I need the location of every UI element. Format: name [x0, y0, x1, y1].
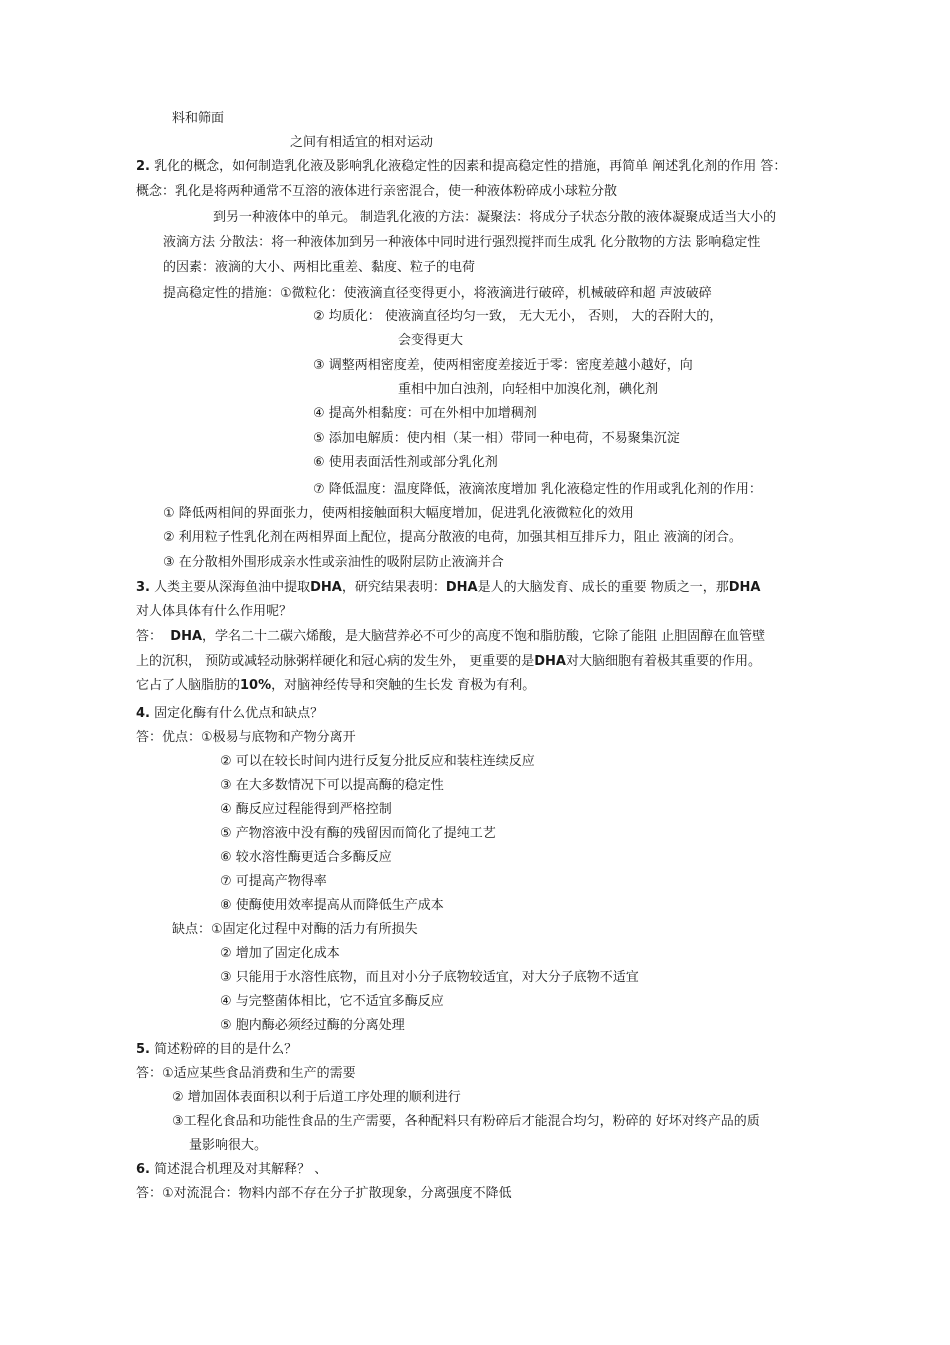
question-text: 人类主要从深海鱼油中提取	[154, 580, 311, 595]
text-line: ⑧ 使酶使用效率提高从而降低生产成本	[220, 898, 444, 913]
text-line: ③工程化食品和功能性食品的生产需要，各种配料只有粉碎后才能混合均匀，粉碎的 好坏对终产品的质	[172, 1114, 760, 1129]
text-line: ② 利用粒子性乳化剂在两相界面上配位，提高分散液的电荷，加强其相互排斥力，阻止 液滴的闭合。	[163, 530, 742, 545]
text-line: 答：优点：①极易与底物和产物分离开	[136, 730, 356, 745]
question-number: 2.	[136, 159, 150, 174]
text-line: ④ 酶反应过程能得到严格控制	[220, 802, 392, 817]
question-number: 3.	[136, 580, 150, 595]
question-text: 是人的大脑发育、成长的重要 物质之一，那	[477, 580, 729, 595]
answer-text: ，学名二十二碳六烯酸，是大脑营养必不可少的高度不饱和脂肪酸，它除了能阻 止胆固醇在血管壁	[202, 629, 766, 644]
question-number: 5.	[136, 1042, 150, 1057]
text-line: ③ 调整两相密度差，使两相密度差接近于零：密度差越小越好，向	[313, 358, 693, 373]
dha-term: DHA	[534, 654, 566, 669]
text-line: ② 可以在较长时间内进行反复分批反应和装柱连续反应	[220, 754, 535, 769]
text-line: 重相中加白浊剂，向轻相中加溴化剂，碘化剂	[398, 382, 659, 397]
text-line: 对人体具体有什么作用呢？	[136, 604, 293, 619]
dha-term: DHA	[310, 580, 342, 595]
question-4	[136, 705, 323, 723]
text-line: ② 增加固体表面积以利于后道工序处理的顺利进行	[172, 1090, 461, 1105]
question-5	[136, 1041, 297, 1059]
text-line: 缺点：①固定化过程中对酶的活力有所损失	[172, 922, 418, 937]
question-6	[136, 1161, 327, 1179]
text-line: 料和筛面	[172, 111, 225, 126]
text-line: ④ 与完整菌体相比，它不适宜多酶反应	[220, 994, 444, 1009]
text-line: 答：①适应某些食品消费和生产的需要	[136, 1066, 356, 1081]
text-line: ⑤ 添加电解质：使内相（某一相）带同一种电荷，不易聚集沉淀	[313, 431, 680, 446]
answer-3-line	[136, 677, 535, 695]
text-line: 会变得更大	[398, 333, 464, 348]
text-line: ② 均质化： 使液滴直径均匀一致， 无大无小， 否则， 大的吞附大的，	[313, 309, 723, 324]
text-line: 量影响很大。	[189, 1138, 268, 1153]
text-line: 之间有相适宜的相对运动	[290, 135, 434, 150]
question-number: 6.	[136, 1162, 150, 1177]
text-line: ③ 在分散相外围形成亲水性或亲油性的吸附层防止液滴并合	[163, 555, 504, 570]
text-line: ⑦ 降低温度：温度降低，液滴浓度增加 乳化液稳定性的作用或乳化剂的作用：	[313, 482, 762, 497]
question-text: 简述粉碎的目的是什么？	[154, 1042, 298, 1057]
question-number: 4.	[136, 706, 150, 721]
text-line: ③ 只能用于水溶性底物，而且对小分子底物较适宜，对大分子底物不适宜	[220, 970, 639, 985]
dha-term: DHA	[445, 580, 478, 595]
text-line: ⑥ 较水溶性酶更适合多酶反应	[220, 850, 392, 865]
percent-value: 10%	[240, 678, 272, 693]
text-line: ③ 在大多数情况下可以提高酶的稳定性	[220, 778, 444, 793]
answer-text: 它占了人脑脂肪的	[136, 678, 241, 693]
answer-text: 对大脑细胞有着极其重要的作用。	[566, 654, 762, 669]
text-line: ⑤ 胞内酶必须经过酶的分离处理	[220, 1018, 405, 1033]
answer-label: 答：	[136, 629, 163, 644]
dha-term: DHA	[170, 629, 203, 644]
text-line: 提高稳定性的措施：①微粒化：使液滴直径变得更小，将液滴进行破碎，机械破碎和超 声波破碎	[163, 286, 712, 301]
text-line: ⑥ 使用表面活性剂或部分乳化剂	[313, 455, 498, 470]
text-line: ⑤ 产物溶液中没有酶的残留因而简化了提纯工艺	[220, 826, 496, 841]
dha-term: DHA	[728, 580, 761, 595]
question-text: 固定化酶有什么优点和缺点？	[154, 706, 324, 721]
question-3	[136, 579, 761, 597]
text-line: ④ 提高外相黏度：可在外相中加增稠剂	[313, 406, 537, 421]
text-line: 到另一种液体中的单元。 制造乳化液的方法：凝聚法：将成分子状态分散的液体凝聚成适当大小的	[213, 210, 777, 225]
question-text: 乳化的概念，如何制造乳化液及影响乳化液稳定性的因素和提高稳定性的措施，再简单 阐述乳化剂的作用 答：	[154, 159, 787, 174]
text-line: 答：①对流混合：物料内部不存在分子扩散现象，分离强度不降低	[136, 1186, 512, 1201]
text-line: 的因素：液滴的大小、两相比重差、黏度、粒子的电荷	[163, 260, 476, 275]
question-2	[136, 158, 786, 176]
text-line: ① 降低两相间的界面张力，使两相接触面积大幅度增加，促进乳化液微粒化的效用	[163, 506, 634, 521]
text-line: 概念：乳化是将两种通常不互溶的液体进行亲密混合，使一种液体粉碎成小球粒分散	[136, 184, 618, 199]
text-line: ⑦ 可提高产物得率	[220, 874, 327, 889]
question-text: 简述混合机理及对其解释？ 、	[154, 1162, 328, 1177]
answer-3-line	[136, 653, 761, 671]
question-text: ，研究结果表明：	[341, 580, 446, 595]
text-line: 液滴方法 分散法：将一种液体加到另一种液体中同时进行强烈搅拌而生成乳 化分散物的方法 影响稳定性	[163, 235, 761, 250]
text-line: ② 增加了固定化成本	[220, 946, 340, 961]
answer-text: ，对脑神经传导和突触的生长发 育极为有利。	[271, 678, 536, 693]
answer-3-line	[136, 628, 765, 646]
answer-text: 上的沉积， 预防或减轻动脉粥样硬化和冠心病的发生外， 更重要的是	[136, 654, 535, 669]
